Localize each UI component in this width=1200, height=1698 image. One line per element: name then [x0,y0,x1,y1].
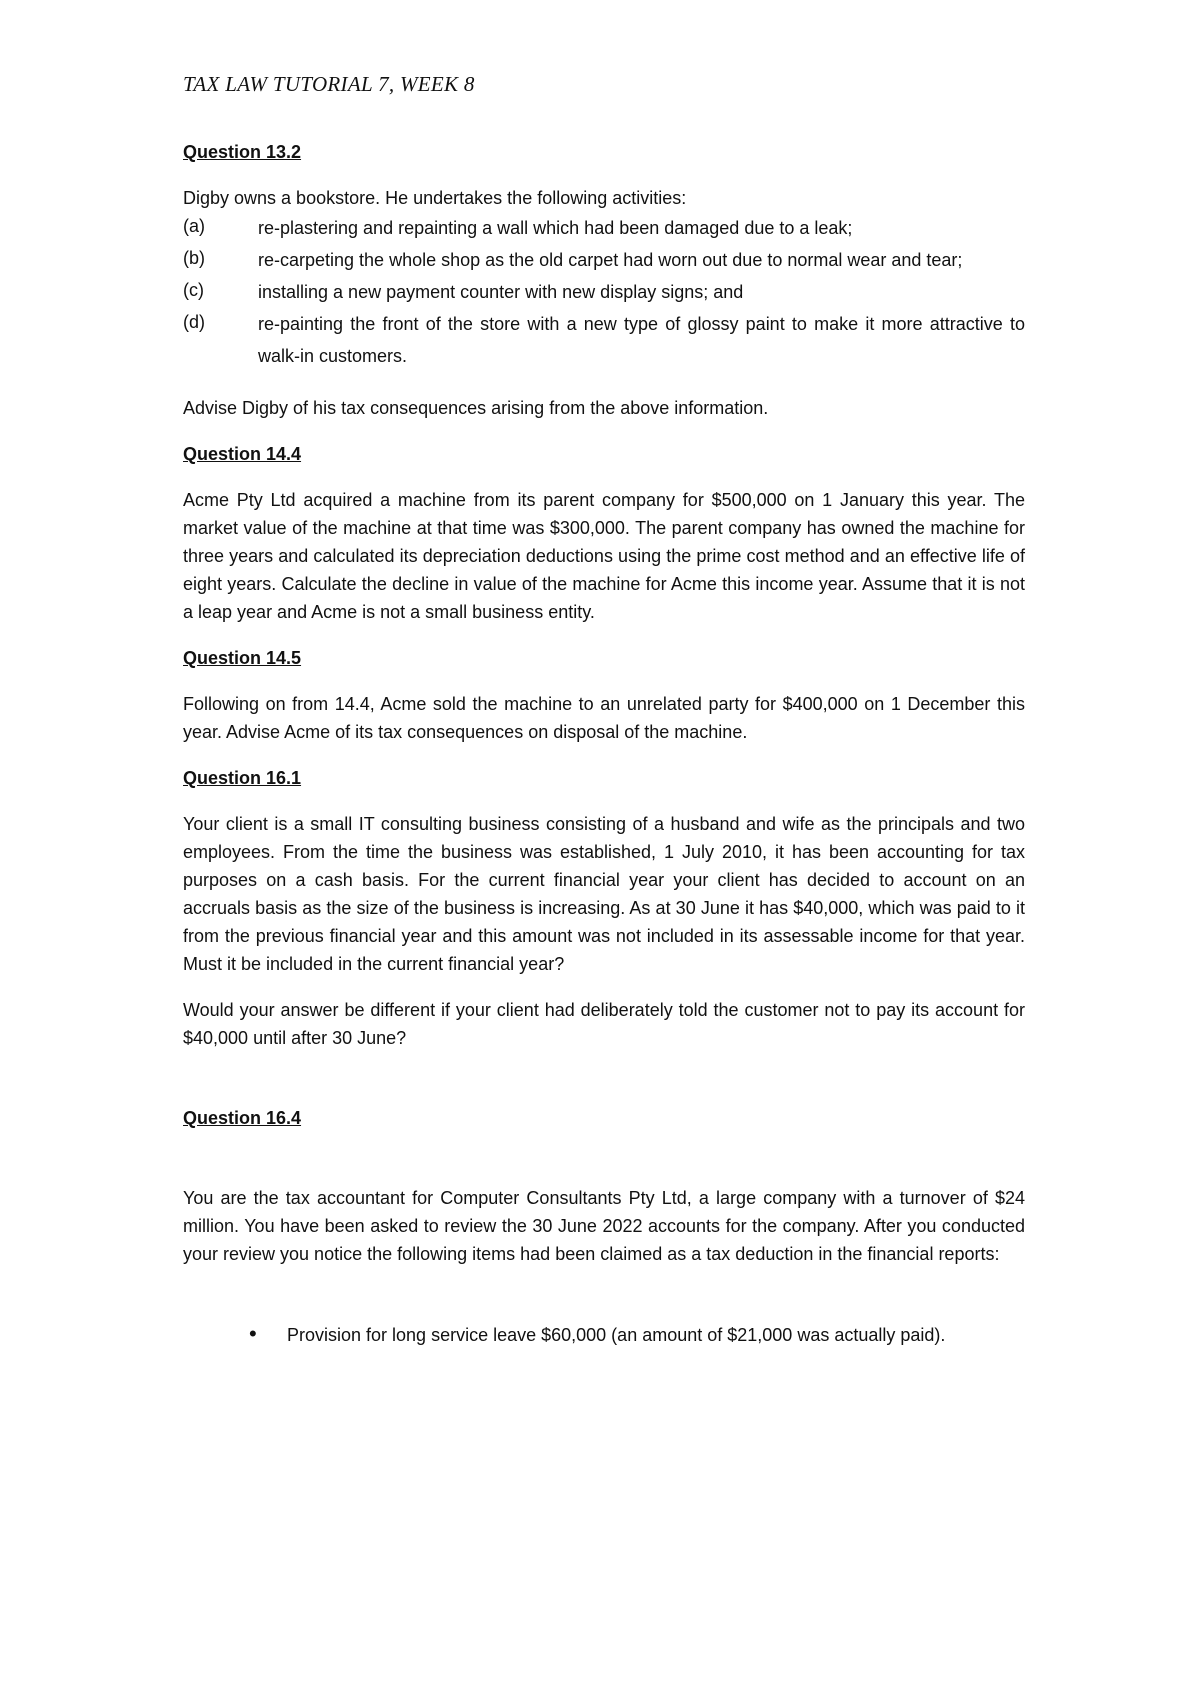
deduction-list [183,1320,1025,1350]
item-text: re-painting the front of the store with a new type of glossy paint to make it more attractive to walk-in customers. [258,314,1025,366]
item-marker: (b) [183,248,205,268]
item-marker: (a) [183,216,205,236]
activity-list [183,212,1025,372]
bullet-icon: • [249,1321,257,1346]
spacer [183,1070,1025,1104]
list-item [183,244,1025,276]
question-intro: Digby owns a bookstore. He undertakes the following activities: [183,188,687,208]
document-page [183,70,1025,1350]
list-item [183,212,1025,244]
question-body: Your client is a small IT consulting business consisting of a husband and wife as the principals and two employees. From the time the business was established, 1 July 2010, it has been accounting for tax purposes on a cash basis. For the current financial year your client has decided to account on an accruals basis as the size of the business is increasing. As at 30 June it has $40,000, which was paid to it from the previous financial year and this amount was not included in its assessable income for that year. Must it be included in the current financial year? [183,814,1025,974]
question-heading: Question 13.2 [183,142,302,162]
spacer [183,1150,1025,1184]
question-closing: Advise Digby of his tax consequences arising from the above information. [183,398,769,418]
question-14-5 [183,644,1025,746]
question-heading: Question 16.4 [183,1108,302,1128]
question-heading: Question 14.4 [183,444,302,464]
list-item [183,276,1025,308]
question-16-1 [183,764,1025,1052]
list-item [249,1320,1025,1350]
question-body: You are the tax accountant for Computer Consultants Pty Ltd, a large company with a turnover of $24 million. You have been asked to review the 30 June 2022 accounts for the company. After you conducted your review you notice the following items had been claimed as a tax deduction in the financial reports: [183,1188,1025,1264]
question-16-4 [183,1104,1025,1350]
question-13-2 [183,138,1025,422]
question-body: Acme Pty Ltd acquired a machine from its parent company for $500,000 on 1 January this year. The market value of the machine at that time was $300,000. The parent company has owned the machine for three years and calculated its depreciation deductions using the prime cost method and an effective life of eight years. Calculate the decline in value of the machine for Acme this income year. Assume that it is not a leap year and Acme is not a small business entity. [183,490,1025,622]
question-heading: Question 16.1 [183,768,302,788]
item-text: re-carpeting the whole shop as the old carpet had worn out due to normal wear and tear; [258,250,963,270]
question-followup: Would your answer be different if your client had deliberately told the customer not to pay its account for $40,000 until after 30 June? [183,1000,1025,1048]
item-marker: (c) [183,280,204,300]
document-title: TAX LAW TUTORIAL 7, WEEK 8 [183,72,475,96]
question-body: Following on from 14.4, Acme sold the machine to an unrelated party for $400,000 on 1 December this year. Advise Acme of its tax consequences on disposal of the machine. [183,694,1025,742]
spacer [183,1286,1025,1320]
question-heading: Question 14.5 [183,648,302,668]
item-marker: (d) [183,312,205,332]
question-14-4 [183,440,1025,626]
list-item [183,308,1025,372]
item-text: Provision for long service leave $60,000 (an amount of $21,000 was actually paid). [287,1325,946,1345]
item-text: installing a new payment counter with new display signs; and [258,282,744,302]
item-text: re-plastering and repainting a wall which had been damaged due to a leak; [258,218,853,238]
